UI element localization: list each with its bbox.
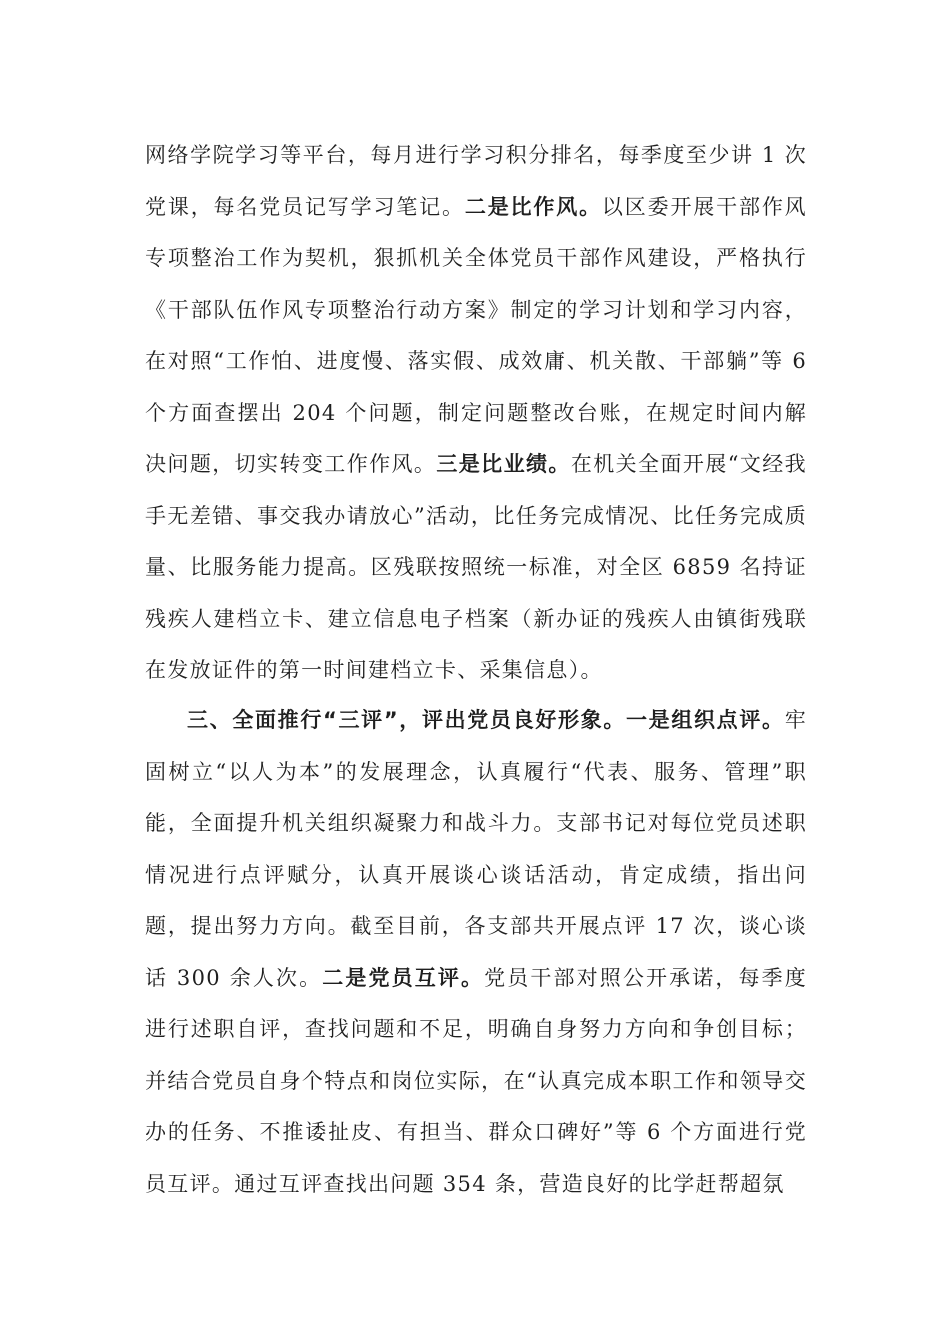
paragraph-1-bold-heading-2: 三是比业绩。: [436, 452, 571, 476]
paragraph-1-text-3: 在机关全面开展“文经我手无差错、事交我办请放心”活动，比任务完成情况、比任务完成质量、比服务能力提高。区残联按照统一标准，对全区 6859 名持证残疾人建档立卡、建立信息电子档案（新办证的残疾人由镇街残联在发放证件的第一时间建档立卡、采集信息）。: [145, 452, 807, 682]
paragraph-2-text-1: 牢固树立“以人为本”的发展理念，认真履行“代表、服务、管理”职能，全面提升机关组织凝聚力和战斗力。支部书记对每位党员述职情况进行点评赋分，认真开展谈心谈话活动，肯定成绩，指出问题，提出努力方向。截至目前，各支部共开展点评 17 次，谈心谈话 300 余人次。: [145, 708, 807, 990]
paragraph-1-text-2: 以区委开展干部作风专项整治工作为契机，狠抓机关全体党员干部作风建设，严格执行《干部队伍作风专项整治行动方案》制定的学习计划和学习内容，在对照“工作怕、进度慢、落实假、成效庸、机关散、干部躺”等 6 个方面查摆出 204 个问题，制定问题整改台账，在规定时间内解决问题，切实转变工作作风。: [145, 194, 807, 476]
section-heading: 三、全面推行“三评”，评出党员良好形象。一是组织点评。: [187, 708, 785, 732]
body-paragraph-1: [145, 130, 807, 697]
paragraph-1-text-1: 网络学院学习等平台，每月进行学习积分排名，每季度至少讲 1 次党课，每名党员记写学习笔记。: [145, 143, 807, 219]
paragraph-1-bold-heading-1: 二是比作风。: [464, 194, 602, 219]
paragraph-2-text-2: 党员干部对照公开承诺，每季度进行述职自评，查找问题和不足，明确自身努力方向和争创目标；并结合党员自身个特点和岗位实际，在“认真完成本职工作和领导交办的任务、不推诿扯皮、有担当、群众口碑好”等 6 个方面进行党员互评。通过互评查找出问题 354 条，营造良好的比学赶帮超氛: [145, 965, 807, 1196]
paragraph-2-bold-heading: 二是党员互评。: [322, 965, 485, 990]
body-paragraph-2: [145, 695, 807, 1210]
